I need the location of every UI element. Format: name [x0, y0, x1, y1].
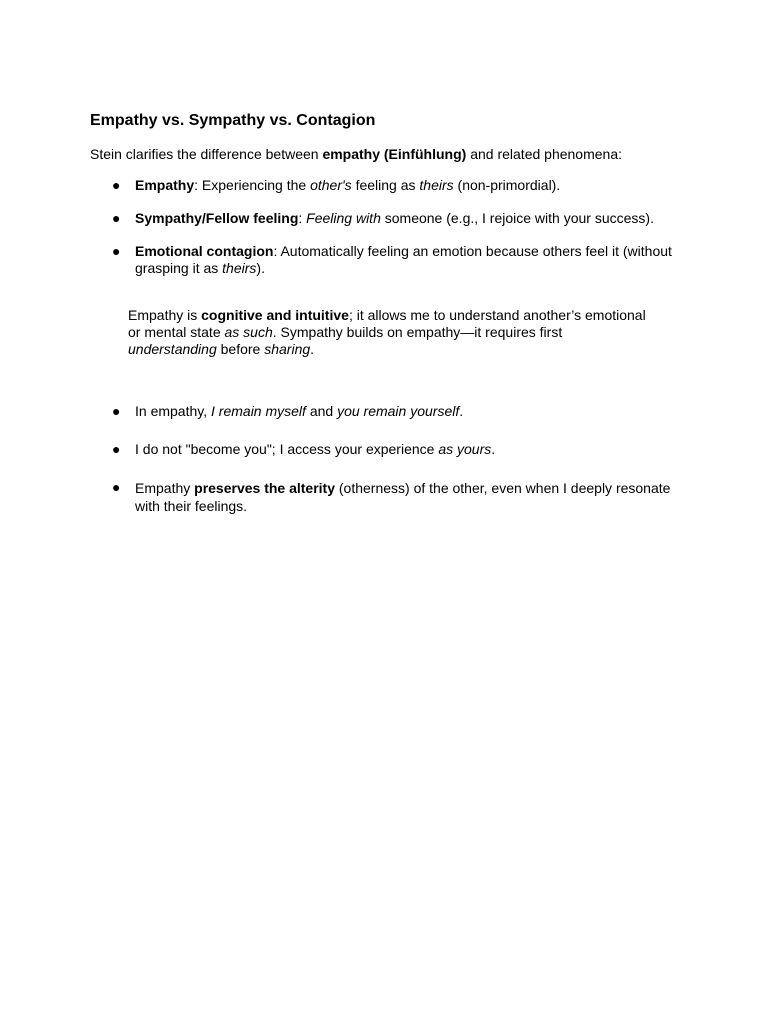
bold-run: cognitive and intuitive	[201, 307, 349, 323]
text-run: : Automatically feeling an emotion because others feel it (without grasping it as	[135, 243, 672, 276]
list-item-text	[135, 243, 675, 277]
italic-run: theirs	[419, 177, 454, 193]
text-run: ).	[256, 260, 265, 276]
text-run: :	[298, 210, 307, 226]
text-run: ; it allows me to understand another’s emotional or mental state	[128, 307, 646, 340]
text-run: before	[216, 341, 265, 357]
page-title: Empathy vs. Sympathy vs. Contagion	[90, 112, 376, 129]
bullet-icon: ●	[112, 479, 121, 495]
term-label: Emotional contagion	[135, 243, 274, 259]
italic-run: theirs	[222, 260, 257, 276]
text-run: (non-primordial).	[453, 177, 561, 193]
bullet-icon: ●	[112, 403, 121, 419]
text-run: I do not "become you"; I access your experience	[135, 441, 439, 457]
italic-run: Feeling with	[306, 210, 381, 226]
intro-text-end: and related phenomena:	[466, 146, 623, 162]
italic-run: as such	[224, 324, 273, 340]
intro-paragraph	[90, 146, 622, 163]
text-run: Empathy	[135, 480, 195, 496]
list-item-text	[135, 177, 675, 194]
intro-text: Stein clarifies the difference between	[90, 146, 323, 162]
bullet-icon: ●	[112, 177, 121, 193]
italic-run: understanding	[128, 341, 217, 357]
text-run: someone (e.g., I rejoice with your success).	[380, 210, 654, 226]
list-item-text	[135, 403, 675, 420]
bullet-icon: ●	[112, 243, 121, 259]
term-label: Empathy	[135, 177, 195, 193]
bullet-icon: ●	[112, 210, 121, 226]
term-label: Sympathy/Fellow feeling	[135, 210, 299, 226]
list-item-text	[135, 479, 675, 515]
text-run: .	[459, 403, 464, 419]
list-item-text	[135, 210, 675, 227]
text-run: .	[310, 341, 315, 357]
text-run: and	[305, 403, 338, 419]
text-run: : Experiencing the	[194, 177, 311, 193]
italic-run: you remain yourself	[337, 403, 460, 419]
text-run: feeling as	[351, 177, 420, 193]
note-paragraph	[128, 307, 648, 358]
italic-run: as yours	[438, 441, 492, 457]
text-run: . Sympathy builds on empathy—it requires first	[272, 324, 563, 340]
italic-run: sharing	[264, 341, 311, 357]
text-run: Empathy is	[128, 307, 202, 323]
text-run: .	[491, 441, 496, 457]
bullet-icon: ●	[112, 441, 121, 457]
list-item-text	[135, 441, 675, 458]
text-run: In empathy,	[135, 403, 212, 419]
text-run: (otherness) of the other, even when I deeply resonate with their feelings.	[135, 480, 671, 514]
intro-term: empathy (Einfühlung)	[322, 146, 467, 162]
italic-run: I remain myself	[211, 403, 306, 419]
italic-run: other's	[310, 177, 352, 193]
bold-run: preserves the alterity	[194, 480, 335, 496]
